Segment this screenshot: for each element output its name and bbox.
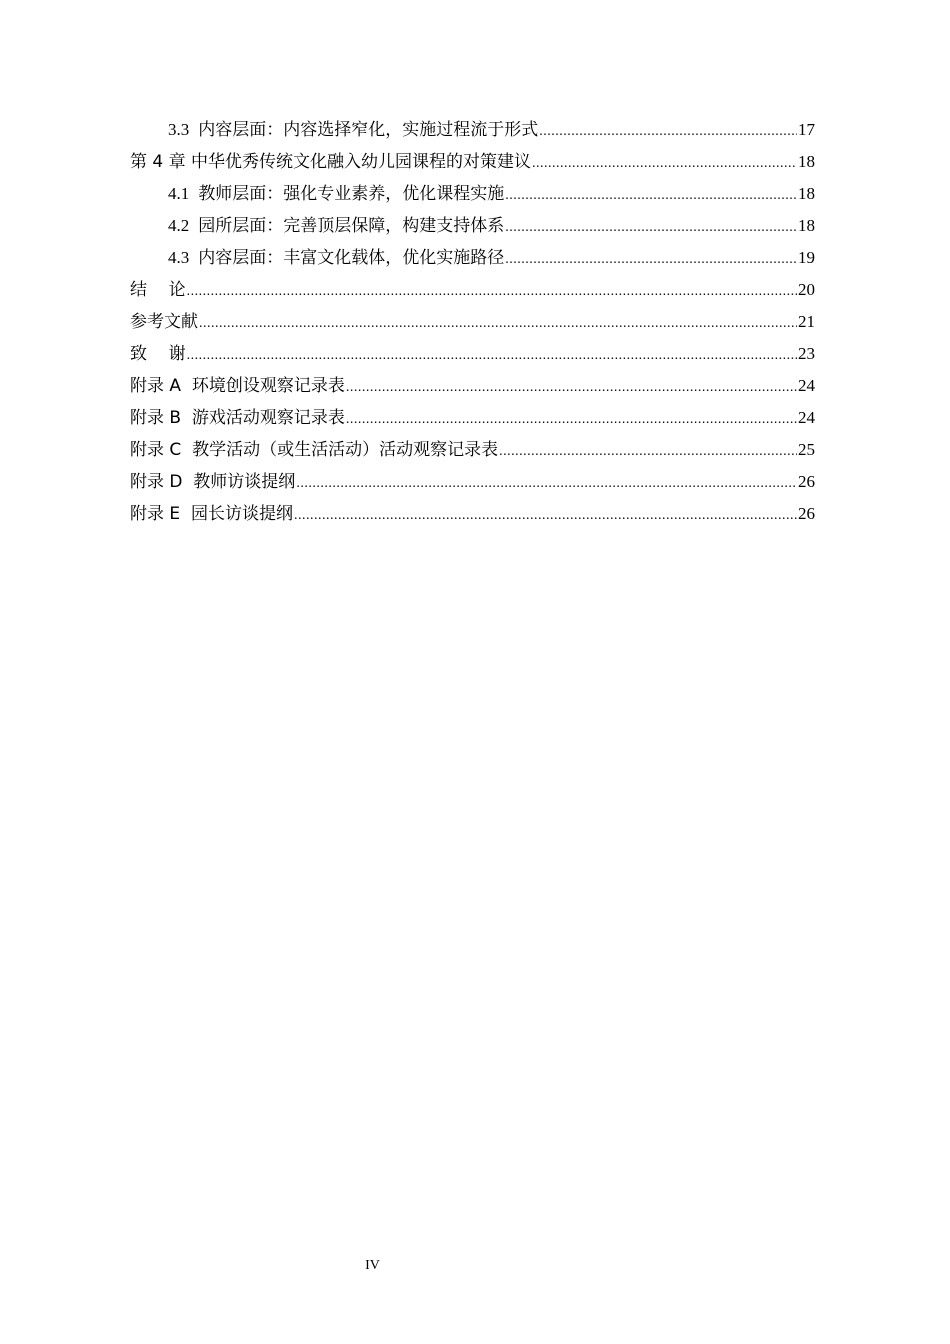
toc-entry-chapter-4[interactable] bbox=[130, 146, 815, 178]
toc-leader-dots bbox=[346, 372, 797, 404]
toc-entry-page: 18 bbox=[798, 216, 815, 235]
toc-entry-title: 教师层面：强化专业素养，优化课程实施 bbox=[198, 184, 505, 204]
toc-entry-number: 3.3 bbox=[168, 120, 190, 139]
toc-entry-page: 26 bbox=[798, 472, 815, 491]
toc-entry-page: 26 bbox=[798, 504, 815, 523]
toc-entry-title: 内容层面：内容选择窄化，实施过程流于形式 bbox=[198, 120, 539, 140]
toc-entry-page: 21 bbox=[798, 312, 815, 331]
toc-entry-title: 附录 C 教学活动（或生活活动）活动观察记录表 bbox=[130, 440, 499, 460]
toc-leader-dots bbox=[532, 148, 797, 180]
toc-entry-4-1[interactable] bbox=[130, 178, 815, 210]
toc-entry-appendix-a[interactable] bbox=[130, 370, 815, 402]
toc-entry-appendix-e[interactable] bbox=[130, 498, 815, 530]
toc-leader-dots bbox=[187, 340, 797, 372]
toc-entry-number: 4.1 bbox=[168, 184, 190, 203]
toc-entry-acknowledgements[interactable] bbox=[130, 338, 815, 370]
toc-entry-title: 园所层面：完善顶层保障，构建支持体系 bbox=[198, 216, 505, 236]
toc-entry-page: 24 bbox=[798, 408, 815, 427]
toc-entry-4-2[interactable] bbox=[130, 210, 815, 242]
toc-entry-title: 内容层面：丰富文化载体，优化实施路径 bbox=[198, 248, 505, 268]
toc-entry-title: 致 谢 bbox=[130, 344, 186, 364]
toc-entry-page: 18 bbox=[798, 152, 815, 171]
toc-leader-dots bbox=[346, 404, 797, 436]
toc-entry-number: 4.3 bbox=[168, 248, 190, 267]
page-number: IV bbox=[365, 1258, 380, 1273]
toc-entry-number: 4.2 bbox=[168, 216, 190, 235]
toc-leader-dots bbox=[187, 276, 797, 308]
toc-leader-dots bbox=[294, 500, 797, 532]
toc-entry-title: 第 4 章 中华优秀传统文化融入幼儿园课程的对策建议 bbox=[130, 152, 532, 172]
toc-entry-4-3[interactable] bbox=[130, 242, 815, 274]
toc-entry-references[interactable] bbox=[130, 306, 815, 338]
toc-entry-appendix-c[interactable] bbox=[130, 434, 815, 466]
toc-entry-conclusion[interactable] bbox=[130, 274, 815, 306]
toc-entry-title: 结 论 bbox=[130, 280, 186, 300]
toc-entry-title: 附录 A 环境创设观察记录表 bbox=[130, 376, 345, 396]
toc-leader-dots bbox=[505, 244, 797, 276]
toc-entry-title: 参考文献 bbox=[130, 312, 198, 332]
toc-entry-page: 23 bbox=[798, 344, 815, 363]
toc-leader-dots bbox=[539, 116, 797, 148]
toc-entry-appendix-d[interactable] bbox=[130, 466, 815, 498]
toc-entry-page: 25 bbox=[798, 440, 815, 459]
toc-entry-appendix-b[interactable] bbox=[130, 402, 815, 434]
toc-entry-3-3[interactable] bbox=[130, 114, 815, 146]
toc-entry-title: 附录 B 游戏活动观察记录表 bbox=[130, 408, 345, 428]
toc-entry-page: 17 bbox=[798, 120, 815, 139]
toc-entry-page: 18 bbox=[798, 184, 815, 203]
toc-entry-page: 24 bbox=[798, 376, 815, 395]
toc-entry-page: 19 bbox=[798, 248, 815, 267]
toc-leader-dots bbox=[505, 212, 797, 244]
toc-leader-dots bbox=[505, 180, 797, 212]
table-of-contents bbox=[130, 114, 815, 530]
toc-entry-title: 附录 E 园长访谈提纲 bbox=[130, 504, 293, 524]
toc-leader-dots bbox=[499, 436, 797, 468]
toc-entry-title: 附录 D 教师访谈提纲 bbox=[130, 472, 296, 492]
toc-leader-dots bbox=[199, 308, 797, 340]
toc-entry-page: 20 bbox=[798, 280, 815, 299]
toc-leader-dots bbox=[296, 468, 797, 500]
